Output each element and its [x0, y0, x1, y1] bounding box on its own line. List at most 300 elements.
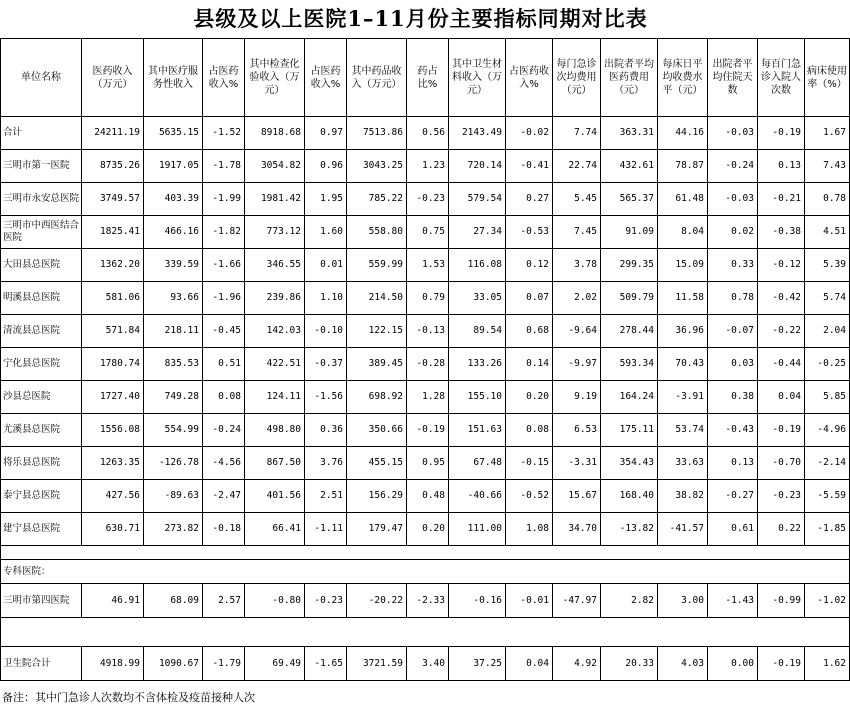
value-cell: -4.56 — [203, 447, 245, 480]
value-cell: -1.11 — [305, 513, 347, 546]
value-cell: -0.16 — [449, 584, 506, 618]
blank-cell — [407, 560, 449, 584]
value-cell: 1362.20 — [82, 249, 144, 282]
value-cell: 66.41 — [245, 513, 305, 546]
column-header: 其中药品收入（万元） — [347, 39, 407, 117]
value-cell: 432.61 — [601, 150, 658, 183]
value-cell: 7.43 — [805, 150, 850, 183]
value-cell: 2.51 — [305, 480, 347, 513]
value-cell: 4918.99 — [82, 647, 144, 681]
value-cell: 350.66 — [347, 414, 407, 447]
value-cell: -1.65 — [305, 647, 347, 681]
value-cell: 156.29 — [347, 480, 407, 513]
value-cell: -0.53 — [506, 216, 553, 249]
value-cell: 363.31 — [601, 117, 658, 150]
value-cell: 1263.35 — [82, 447, 144, 480]
unit-name-cell: 清流县总医院 — [1, 315, 82, 348]
value-cell: 61.48 — [658, 183, 708, 216]
value-cell: -0.44 — [758, 348, 805, 381]
unit-name-cell: 大田县总医院 — [1, 249, 82, 282]
column-header: 其中检查化验收入（万元） — [245, 39, 305, 117]
blank-cell — [658, 560, 708, 584]
table-row — [1, 183, 850, 216]
value-cell: 0.14 — [506, 348, 553, 381]
blank-cell — [347, 546, 407, 560]
blank-cell — [245, 618, 305, 647]
unit-name-cell: 三明市永安总医院 — [1, 183, 82, 216]
value-cell: 0.13 — [708, 447, 758, 480]
value-cell: 867.50 — [245, 447, 305, 480]
table-row — [1, 447, 850, 480]
section-label: 专科医院： — [1, 560, 82, 584]
value-cell: -1.66 — [203, 249, 245, 282]
value-cell: -0.22 — [758, 315, 805, 348]
value-cell: -0.41 — [506, 150, 553, 183]
blank-cell — [553, 560, 601, 584]
value-cell: -0.19 — [758, 117, 805, 150]
value-cell: -0.70 — [758, 447, 805, 480]
value-cell: 0.27 — [506, 183, 553, 216]
value-cell: 0.13 — [758, 150, 805, 183]
value-cell: 122.15 — [347, 315, 407, 348]
value-cell: 1.23 — [407, 150, 449, 183]
value-cell: 0.08 — [203, 381, 245, 414]
value-cell: 455.15 — [347, 447, 407, 480]
value-cell: 8735.26 — [82, 150, 144, 183]
value-cell: 509.79 — [601, 282, 658, 315]
value-cell: 34.70 — [553, 513, 601, 546]
value-cell: 2.04 — [805, 315, 850, 348]
value-cell: 67.48 — [449, 447, 506, 480]
value-cell: 427.56 — [82, 480, 144, 513]
value-cell: 3.78 — [553, 249, 601, 282]
value-cell: 5.45 — [553, 183, 601, 216]
value-cell: 0.96 — [305, 150, 347, 183]
value-cell: 0.48 — [407, 480, 449, 513]
value-cell: -20.22 — [347, 584, 407, 618]
blank-cell — [347, 618, 407, 647]
value-cell: 2143.49 — [449, 117, 506, 150]
unit-name-cell: 宁化县总医院 — [1, 348, 82, 381]
value-cell: 2.57 — [203, 584, 245, 618]
value-cell: -2.14 — [805, 447, 850, 480]
value-cell: 78.87 — [658, 150, 708, 183]
column-header: 占医药收入% — [203, 39, 245, 117]
value-cell: 581.06 — [82, 282, 144, 315]
value-cell: 4.03 — [658, 647, 708, 681]
blank-cell — [82, 618, 144, 647]
value-cell: -0.80 — [245, 584, 305, 618]
value-cell: 565.37 — [601, 183, 658, 216]
blank-cell — [144, 618, 203, 647]
value-cell: 5.74 — [805, 282, 850, 315]
spacer-row — [1, 618, 850, 647]
table-row — [1, 647, 850, 681]
value-cell: 593.34 — [601, 348, 658, 381]
value-cell: 299.35 — [601, 249, 658, 282]
value-cell: -89.63 — [144, 480, 203, 513]
value-cell: 0.04 — [506, 647, 553, 681]
blank-cell — [758, 546, 805, 560]
value-cell: 0.08 — [506, 414, 553, 447]
column-header: 其中医疗服务性收入 — [144, 39, 203, 117]
value-cell: 24211.19 — [82, 117, 144, 150]
value-cell: 749.28 — [144, 381, 203, 414]
blank-cell — [305, 546, 347, 560]
column-header: 单位名称 — [1, 39, 82, 117]
value-cell: 389.45 — [347, 348, 407, 381]
value-cell: 1.60 — [305, 216, 347, 249]
value-cell: -0.23 — [758, 480, 805, 513]
blank-cell — [407, 546, 449, 560]
value-cell: 5.85 — [805, 381, 850, 414]
value-cell: 1.53 — [407, 249, 449, 282]
value-cell: -0.99 — [758, 584, 805, 618]
value-cell: 218.11 — [144, 315, 203, 348]
value-cell: 214.50 — [347, 282, 407, 315]
value-cell: -9.97 — [553, 348, 601, 381]
blank-cell — [203, 618, 245, 647]
value-cell: -0.45 — [203, 315, 245, 348]
value-cell: 37.25 — [449, 647, 506, 681]
blank-cell — [601, 560, 658, 584]
blank-cell — [553, 546, 601, 560]
value-cell: 6.53 — [553, 414, 601, 447]
value-cell: -0.01 — [506, 584, 553, 618]
unit-name-cell: 卫生院合计 — [1, 647, 82, 681]
page-title: 县级及以上医院1–11月份主要指标同期对比表 — [193, 6, 648, 31]
blank-cell — [449, 560, 506, 584]
value-cell: 0.75 — [407, 216, 449, 249]
value-cell: 15.09 — [658, 249, 708, 282]
value-cell: 4.92 — [553, 647, 601, 681]
value-cell: -1.56 — [305, 381, 347, 414]
header-row — [1, 39, 850, 117]
blank-cell — [758, 560, 805, 584]
value-cell: -0.15 — [506, 447, 553, 480]
column-header: 医药收入（万元） — [82, 39, 144, 117]
column-header: 病床使用率（%） — [805, 39, 850, 117]
table-row — [1, 315, 850, 348]
value-cell: 1727.40 — [82, 381, 144, 414]
value-cell: 3.00 — [658, 584, 708, 618]
value-cell: 422.51 — [245, 348, 305, 381]
blank-cell — [305, 618, 347, 647]
value-cell: 466.16 — [144, 216, 203, 249]
value-cell: -2.47 — [203, 480, 245, 513]
value-cell: -3.31 — [553, 447, 601, 480]
value-cell: 69.49 — [245, 647, 305, 681]
value-cell: 33.05 — [449, 282, 506, 315]
value-cell: 1780.74 — [82, 348, 144, 381]
value-cell: -0.52 — [506, 480, 553, 513]
value-cell: -41.57 — [658, 513, 708, 546]
value-cell: -1.43 — [708, 584, 758, 618]
value-cell: 1.95 — [305, 183, 347, 216]
value-cell: 3749.57 — [82, 183, 144, 216]
value-cell: -0.38 — [758, 216, 805, 249]
unit-name-cell: 沙县总医院 — [1, 381, 82, 414]
value-cell: -0.19 — [758, 414, 805, 447]
value-cell: 554.99 — [144, 414, 203, 447]
value-cell: 1556.08 — [82, 414, 144, 447]
value-cell: 2.82 — [601, 584, 658, 618]
column-header: 占医药收入% — [305, 39, 347, 117]
value-cell: -9.64 — [553, 315, 601, 348]
blank-cell — [407, 618, 449, 647]
value-cell: 68.09 — [144, 584, 203, 618]
value-cell: -0.21 — [758, 183, 805, 216]
blank-cell — [658, 618, 708, 647]
value-cell: -0.24 — [203, 414, 245, 447]
value-cell: 0.68 — [506, 315, 553, 348]
table-row — [1, 348, 850, 381]
table-row — [1, 584, 850, 618]
value-cell: 401.56 — [245, 480, 305, 513]
column-header: 每百门急诊入院人次数 — [758, 39, 805, 117]
value-cell: 7513.86 — [347, 117, 407, 150]
blank-cell — [1, 618, 82, 647]
column-header: 占医药收入% — [506, 39, 553, 117]
value-cell: 155.10 — [449, 381, 506, 414]
unit-name-cell: 建宁县总医院 — [1, 513, 82, 546]
blank-cell — [144, 546, 203, 560]
value-cell: 4.51 — [805, 216, 850, 249]
value-cell: 0.97 — [305, 117, 347, 150]
unit-name-cell: 合计 — [1, 117, 82, 150]
value-cell: 273.82 — [144, 513, 203, 546]
column-header: 每床日平均收费水平（元） — [658, 39, 708, 117]
column-header: 药占比% — [407, 39, 449, 117]
value-cell: -0.23 — [407, 183, 449, 216]
value-cell: -0.24 — [708, 150, 758, 183]
value-cell: -4.96 — [805, 414, 850, 447]
comparison-table — [0, 38, 850, 681]
footnote: 备注：其中门急诊人次数均不含体检及疫苗接种人次 — [2, 691, 255, 704]
value-cell: 1.28 — [407, 381, 449, 414]
value-cell: 175.11 — [601, 414, 658, 447]
value-cell: -0.42 — [758, 282, 805, 315]
value-cell: -3.91 — [658, 381, 708, 414]
value-cell: 0.78 — [708, 282, 758, 315]
blank-cell — [449, 618, 506, 647]
value-cell: 1.08 — [506, 513, 553, 546]
value-cell: 354.43 — [601, 447, 658, 480]
value-cell: 3.76 — [305, 447, 347, 480]
blank-cell — [1, 546, 82, 560]
table-row — [1, 414, 850, 447]
blank-cell — [601, 618, 658, 647]
value-cell: 0.36 — [305, 414, 347, 447]
value-cell: -5.59 — [805, 480, 850, 513]
value-cell: 38.82 — [658, 480, 708, 513]
value-cell: 0.20 — [506, 381, 553, 414]
value-cell: 0.20 — [407, 513, 449, 546]
blank-cell — [449, 546, 506, 560]
unit-name-cell: 三明市第四医院 — [1, 584, 82, 618]
value-cell: 1917.05 — [144, 150, 203, 183]
column-header: 其中卫生材料收入（万元） — [449, 39, 506, 117]
value-cell: 2.02 — [553, 282, 601, 315]
value-cell: 278.44 — [601, 315, 658, 348]
value-cell: 116.08 — [449, 249, 506, 282]
value-cell: -2.33 — [407, 584, 449, 618]
value-cell: -1.78 — [203, 150, 245, 183]
blank-cell — [601, 546, 658, 560]
section-label-row — [1, 560, 850, 584]
value-cell: 5.39 — [805, 249, 850, 282]
value-cell: 1.62 — [805, 647, 850, 681]
value-cell: -0.12 — [758, 249, 805, 282]
value-cell: 0.01 — [305, 249, 347, 282]
value-cell: 0.56 — [407, 117, 449, 150]
value-cell: 3043.25 — [347, 150, 407, 183]
value-cell: 0.03 — [708, 348, 758, 381]
value-cell: 403.39 — [144, 183, 203, 216]
value-cell: -0.19 — [758, 647, 805, 681]
blank-cell — [305, 560, 347, 584]
value-cell: 835.53 — [144, 348, 203, 381]
unit-name-cell: 明溪县总医院 — [1, 282, 82, 315]
column-header: 出院者平均医药费用（元） — [601, 39, 658, 117]
value-cell: 8.04 — [658, 216, 708, 249]
value-cell: 20.33 — [601, 647, 658, 681]
value-cell: -0.23 — [305, 584, 347, 618]
value-cell: 0.51 — [203, 348, 245, 381]
value-cell: 5635.15 — [144, 117, 203, 150]
blank-cell — [506, 546, 553, 560]
blank-cell — [805, 546, 850, 560]
value-cell: 15.67 — [553, 480, 601, 513]
value-cell: -0.13 — [407, 315, 449, 348]
value-cell: 498.80 — [245, 414, 305, 447]
value-cell: -1.52 — [203, 117, 245, 150]
blank-cell — [758, 618, 805, 647]
value-cell: 346.55 — [245, 249, 305, 282]
value-cell: 0.12 — [506, 249, 553, 282]
value-cell: 0.00 — [708, 647, 758, 681]
value-cell: 91.09 — [601, 216, 658, 249]
value-cell: -0.28 — [407, 348, 449, 381]
value-cell: 0.04 — [758, 381, 805, 414]
value-cell: 559.99 — [347, 249, 407, 282]
table-row — [1, 282, 850, 315]
value-cell: 785.22 — [347, 183, 407, 216]
value-cell: -1.02 — [805, 584, 850, 618]
blank-cell — [553, 618, 601, 647]
value-cell: 0.33 — [708, 249, 758, 282]
value-cell: -40.66 — [449, 480, 506, 513]
value-cell: 558.80 — [347, 216, 407, 249]
blank-cell — [82, 560, 144, 584]
value-cell: 0.02 — [708, 216, 758, 249]
value-cell: 93.66 — [144, 282, 203, 315]
value-cell: -1.96 — [203, 282, 245, 315]
value-cell: -0.37 — [305, 348, 347, 381]
blank-cell — [708, 546, 758, 560]
value-cell: -0.02 — [506, 117, 553, 150]
value-cell: 3721.59 — [347, 647, 407, 681]
value-cell: 0.61 — [708, 513, 758, 546]
table-row — [1, 249, 850, 282]
blank-cell — [82, 546, 144, 560]
table-row — [1, 381, 850, 414]
value-cell: 698.92 — [347, 381, 407, 414]
value-cell: 1825.41 — [82, 216, 144, 249]
blank-cell — [506, 560, 553, 584]
value-cell: 1090.67 — [144, 647, 203, 681]
value-cell: 339.59 — [144, 249, 203, 282]
value-cell: 179.47 — [347, 513, 407, 546]
value-cell: -126.78 — [144, 447, 203, 480]
value-cell: 3.40 — [407, 647, 449, 681]
value-cell: -0.27 — [708, 480, 758, 513]
column-header: 每门急诊次均费用（元） — [553, 39, 601, 117]
value-cell: 22.74 — [553, 150, 601, 183]
value-cell: 3054.82 — [245, 150, 305, 183]
unit-name-cell: 将乐县总医院 — [1, 447, 82, 480]
value-cell: 11.58 — [658, 282, 708, 315]
value-cell: 53.74 — [658, 414, 708, 447]
blank-cell — [245, 546, 305, 560]
blank-cell — [506, 618, 553, 647]
value-cell: -1.79 — [203, 647, 245, 681]
blank-cell — [658, 546, 708, 560]
value-cell: -1.99 — [203, 183, 245, 216]
table-row — [1, 513, 850, 546]
value-cell: -0.03 — [708, 117, 758, 150]
value-cell: 46.91 — [82, 584, 144, 618]
value-cell: 0.79 — [407, 282, 449, 315]
value-cell: 124.11 — [245, 381, 305, 414]
blank-cell — [708, 560, 758, 584]
value-cell: 151.63 — [449, 414, 506, 447]
blank-cell — [203, 560, 245, 584]
value-cell: -0.07 — [708, 315, 758, 348]
value-cell: -1.82 — [203, 216, 245, 249]
value-cell: 0.78 — [805, 183, 850, 216]
value-cell: 630.71 — [82, 513, 144, 546]
value-cell: 1.67 — [805, 117, 850, 150]
value-cell: 579.54 — [449, 183, 506, 216]
value-cell: 111.00 — [449, 513, 506, 546]
value-cell: 720.14 — [449, 150, 506, 183]
value-cell: -47.97 — [553, 584, 601, 618]
value-cell: -0.43 — [708, 414, 758, 447]
value-cell: 8918.68 — [245, 117, 305, 150]
value-cell: 70.43 — [658, 348, 708, 381]
value-cell: 571.84 — [82, 315, 144, 348]
value-cell: 0.95 — [407, 447, 449, 480]
value-cell: 0.07 — [506, 282, 553, 315]
blank-cell — [203, 546, 245, 560]
value-cell: -13.82 — [601, 513, 658, 546]
value-cell: 89.54 — [449, 315, 506, 348]
unit-name-cell: 三明市中西医结合医院 — [1, 216, 82, 249]
blank-cell — [805, 618, 850, 647]
blank-cell — [805, 560, 850, 584]
value-cell: 7.74 — [553, 117, 601, 150]
value-cell: 44.16 — [658, 117, 708, 150]
unit-name-cell: 泰宁县总医院 — [1, 480, 82, 513]
value-cell: 773.12 — [245, 216, 305, 249]
value-cell: 168.40 — [601, 480, 658, 513]
value-cell: 0.22 — [758, 513, 805, 546]
value-cell: 7.45 — [553, 216, 601, 249]
blank-cell — [347, 560, 407, 584]
blank-cell — [708, 618, 758, 647]
value-cell: 239.86 — [245, 282, 305, 315]
